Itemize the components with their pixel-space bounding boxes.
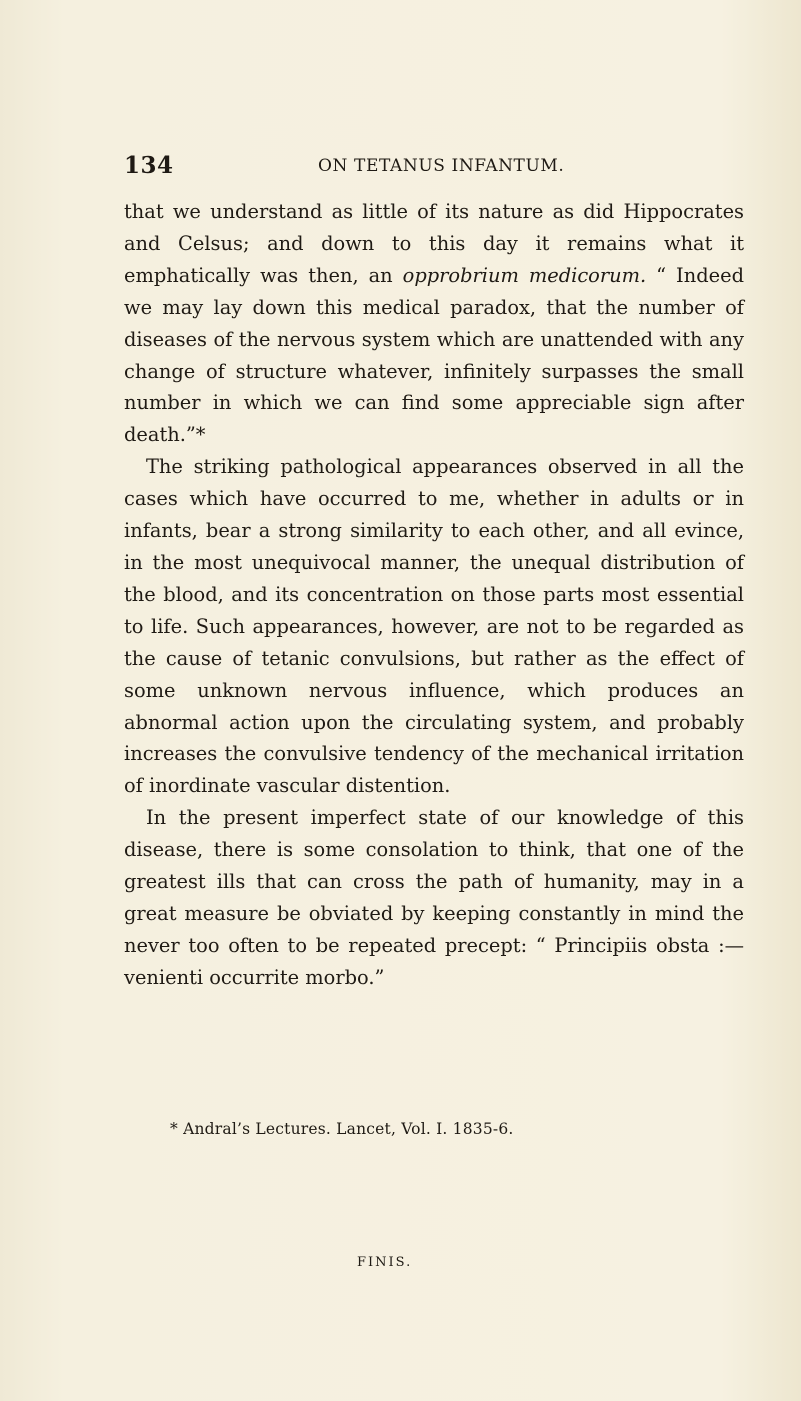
page-number: 134	[124, 152, 174, 179]
latin-phrase: opprobrium medicorum.	[402, 263, 647, 287]
page-header	[124, 152, 734, 186]
paragraph-1-text-end: “ Indeed we may lay down this medical paradox, that the number of diseases of the nervous system which are unattended with any change of structure whatever, infinitely surpasses the small number in which we can find some appreciable sign after death.”*	[124, 263, 744, 447]
paragraph-3: In the present imperfect state of our knowledge of this disease, there is some consolation to think, that one of the greatest ills that can cross the path of humanity, may in a great measure be obviated by keeping constantly in mind the never too often to be repeated precept: “ Principiis obsta :—venienti occurrite morbo.”	[124, 806, 744, 989]
footnote: * Andral’s Lectures. Lancet, Vol. I. 1835-6.	[170, 1120, 514, 1138]
running-title: ON TETANUS INFANTUM.	[318, 156, 565, 176]
paragraph-2: The striking pathological appearances observed in all the cases which have occurred to me, whether in adults or in infants, bear a strong similarity to each other, and all evince, in the most unequivocal manner, the unequal distribution of the blood, and its concentration on those parts most essential to life. Such appearances, however, are not to be regarded as the cause of tetanic convulsions, but rather as the effect of some unknown nervous influence, which produces an abnormal action upon the circulating system, and probably increases the convulsive tendency of the mechanical irritation of inordinate vascular distention.	[124, 455, 744, 798]
body-text	[124, 196, 744, 994]
paragraph-1	[124, 196, 744, 451]
paragraph-1-text-start: that we understand as little of its nature as did Hippocrates and Celsus; and down to this day it remains what it emphatically was then, an	[124, 200, 744, 287]
finis-mark: FINIS.	[357, 1255, 413, 1270]
